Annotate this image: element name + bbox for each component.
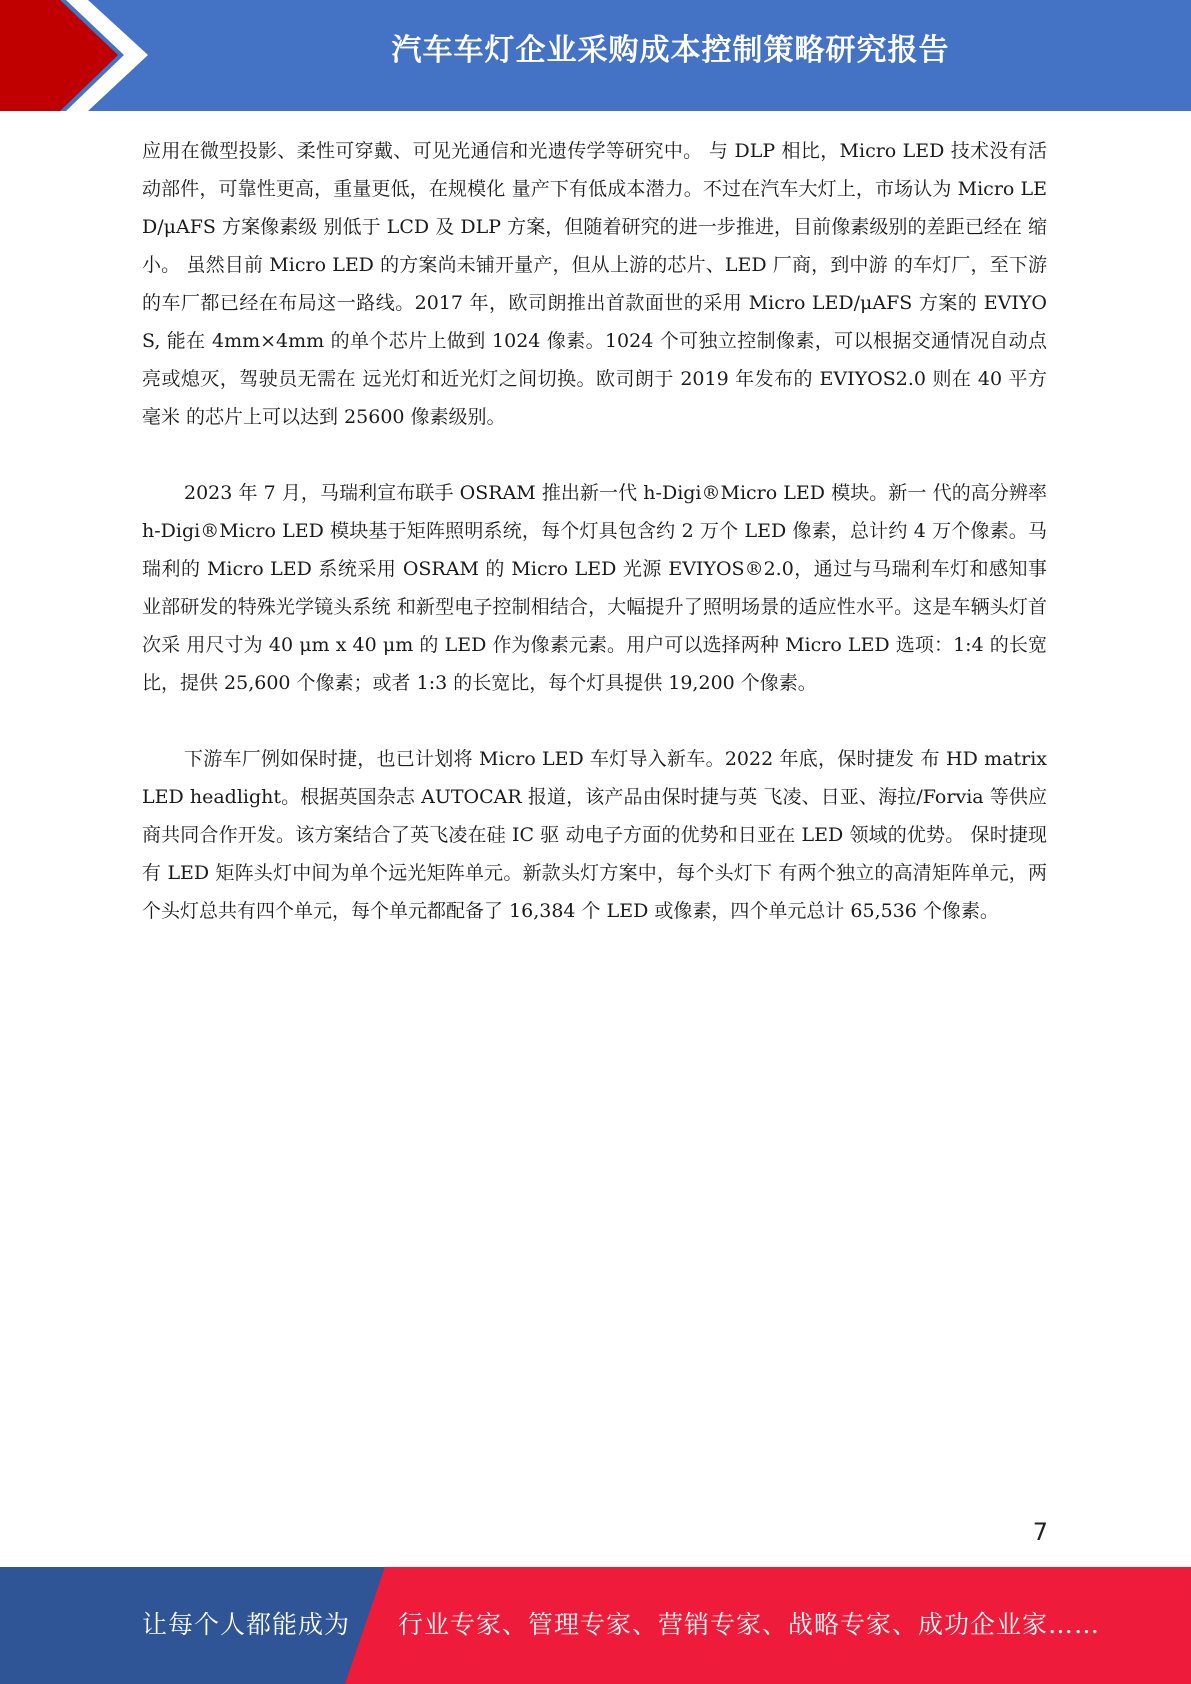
main-content bbox=[142, 132, 1047, 968]
footer-banner bbox=[0, 1567, 1191, 1684]
header-banner bbox=[0, 0, 1191, 111]
paragraph-3: 下游车厂例如保时捷，也已计划将 Micro LED 车灯导入新车。2022 年底，保时捷发 布 HD matrix LED headlight。根据英国杂志 AUTOCAR 报道，该产品由保时捷与英 飞凌、日亚、海拉/Forvia 等供应商共同合作开发。该方案结合了英飞凌在硅 IC 驱 动电子方面的优势和日亚在 LED 领域的优势。 保时捷现有 LED 矩阵头灯中间为单个远光矩阵单元。新款头灯方案中，每个头灯下 有两个独立的高清矩阵单元，两个头灯总共有四个单元，每个单元都配备了 16,384 个 LED 或像素，四个单元总计 65,536 个像素。 bbox=[142, 748, 1047, 922]
paragraph-2: 2023 年 7 月，马瑞利宣布联手 OSRAM 推出新一代 h-Digi®Micro LED 模块。新一 代的高分辨率 h-Digi®Micro LED 模块基于矩阵照明系统，每个灯具包含约 2 万个 LED 像素，总计约 4 万个像素。马瑞利的 Micro LED 系统采用 OSRAM 的 Micro LED 光源 EVIYOS®2.0，通过与马瑞利车灯和感知事业部研发的特殊光学镜头系统 和新型电子控制相结合，大幅提升了照明场景的适应性水平。这是车辆头灯首次采 用尺寸为 40 μm x 40 μm 的 LED 作为像素元素。用户可以选择两种 Micro LED 选项：1:4 的长宽比，提供 25,600 个像素；或者 1:3 的长宽比，每个灯具提供 19,200 个像素。 bbox=[142, 482, 1047, 694]
report-title: 汽车车灯企业采购成本控制策略研究报告 bbox=[391, 33, 950, 68]
page-number: 7 bbox=[1032, 1518, 1048, 1546]
footer-slogan-left: 让每个人都能成为 bbox=[142, 1610, 351, 1639]
footer-slogan-right: 行业专家、管理专家、营销专家、战略专家、成功企业家…… bbox=[398, 1610, 1101, 1639]
paragraph-1: 应用在微型投影、柔性可穿戴、可见光通信和光遗传学等研究中。 与 DLP 相比，Micro LED 技术没有活动部件，可靠性更高，重量更低，在规模化 量产下有低成本潜力。不过在汽车大灯上，市场认为 Micro LED/μAFS 方案像素级 别低于 LCD 及 DLP 方案，但随着研究的进一步推进，目前像素级别的差距已经在 缩小。 虽然目前 Micro LED 的方案尚未铺开量产，但从上游的芯片、LED 厂商，到中游 的车灯厂，至下游的车厂都已经在布局这一路线。2017 年，欧司朗推出首款面世的采用 Micro LED/μAFS 方案的 EVIYOS, 能在 4mm×4mm 的单个芯片上做到 1024 像素。1024 个可独立控制像素，可以根据交通情况自动点亮或熄灭，驾驶员无需在 远光灯和近光灯之间切换。欧司朗于 2019 年发布的 EVIYOS2.0 则在 40 平方毫米 的芯片上可以达到 25600 像素级别。 bbox=[142, 140, 1047, 428]
header-chevron-decoration bbox=[0, 0, 160, 111]
